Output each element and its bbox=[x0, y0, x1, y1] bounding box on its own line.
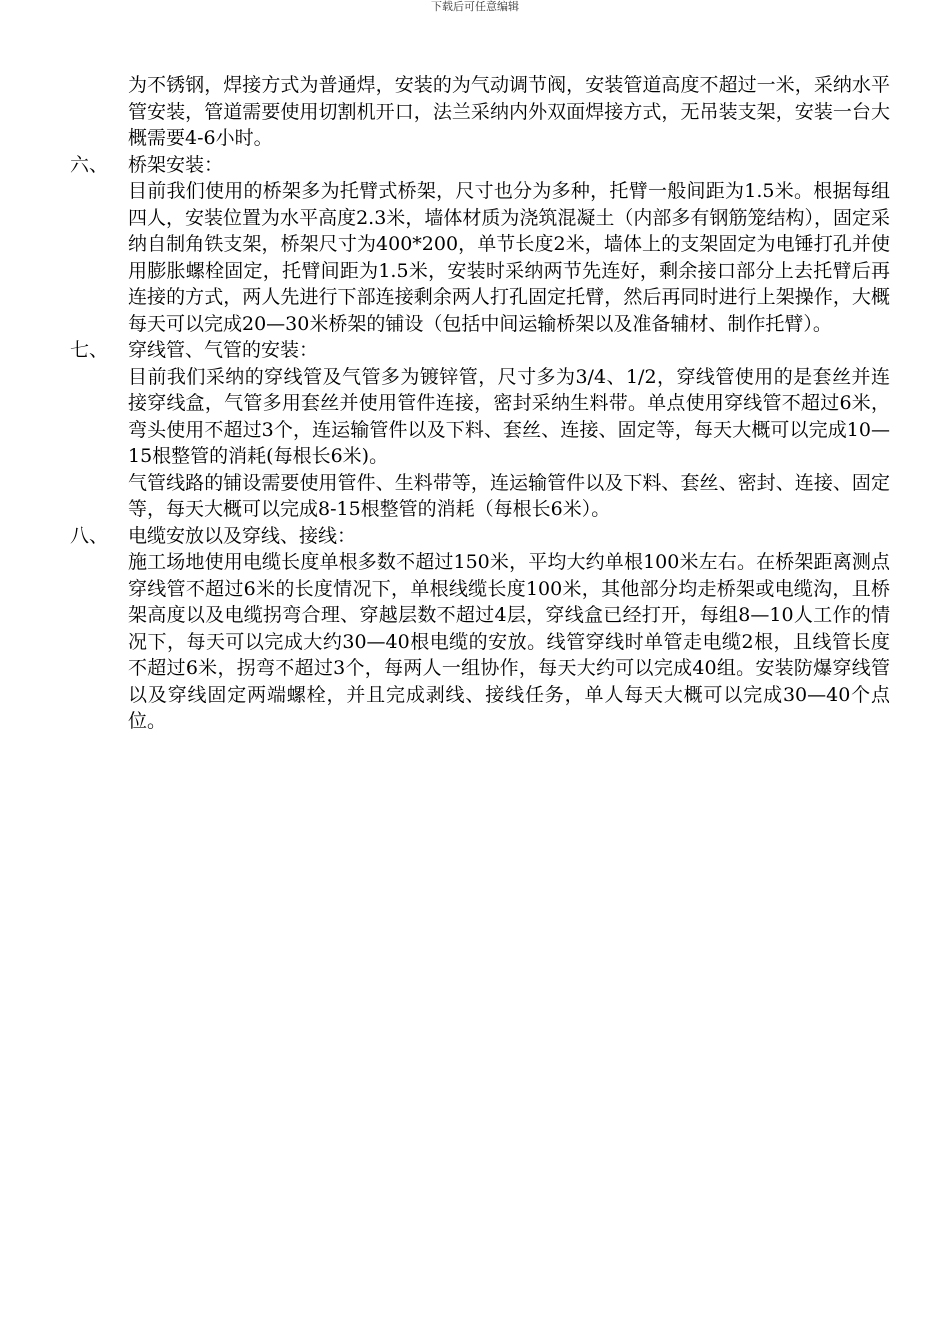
document-body bbox=[0, 72, 950, 735]
intro-paragraph: 为不锈钢，焊接方式为普通焊，安装的为气动调节阀，安装管道高度不超过一米，采纳水平管安装，管道需要使用切割机开口，法兰采纳内外双面焊接方式，无吊装支架，安装一台大概需要4-6小时。 bbox=[128, 74, 890, 149]
section-7-paragraph-2: 气管线路的铺设需要使用管件、生料带等，连运输管件以及下料、套丝、密封、连接、固定等，每天大概可以完成8-15根整管的消耗（每根长6米）。 bbox=[128, 471, 890, 520]
section-title: 桥架安装： bbox=[128, 153, 224, 176]
section-title: 穿线管、气管的安装： bbox=[128, 339, 319, 361]
section-heading-6 bbox=[0, 152, 950, 179]
page-header: 下载后可任意编辑 bbox=[431, 0, 519, 13]
section-heading-8 bbox=[0, 523, 950, 550]
section-title: 电缆安放以及穿线、接线： bbox=[128, 524, 357, 547]
section-number: 七、 bbox=[70, 339, 109, 361]
section-8-paragraph: 施工场地使用电缆长度单根多数不超过150米，平均大约单根100米左右。在桥架距离测点穿线管不超过6米的长度情况下，单根线缆长度100米，其他部分均走桥架或电缆沟，且桥架高度以及电缆拐弯合理、穿越层数不超过4层，穿线盒已经打开，每组8—10人工作的情况下，每天可以完成大约30—40根电缆的安放。线管穿线时单管走电缆2根，且线管长度不超过6米，拐弯不超过3个，每两人一组协作，每天大约可以完成40组。安装防爆穿线管以及穿线固定两端螺栓，并且完成剥线、接线任务，单人每天大概可以完成30—40个点位。 bbox=[128, 551, 890, 732]
section-number: 八、 bbox=[70, 524, 109, 547]
section-number: 六、 bbox=[70, 153, 109, 176]
section-6-paragraph: 目前我们使用的桥架多为托臂式桥架，尺寸也分为多种，托臂一般间距为1.5米。根据每组四人，安装位置为水平高度2.3米，墙体材质为浇筑混凝土（内部多有钢筋笼结构），固定采纳自制角铁支架，桥架尺寸为400*200，单节长度2米，墙体上的支架固定为电锤打孔并使用膨胀螺栓固定，托臂间距为1.5米，安装时采纳两节先连好，剩余接口部分上去托臂后再连接的方式，两人先进行下部连接剩余两人打孔固定托臂，然后再同时进行上架操作，大概每天可以完成20—30米桥架的铺设（包括中间运输桥架以及准备辅材、制作托臂）。 bbox=[128, 180, 890, 335]
section-heading-7 bbox=[0, 337, 950, 364]
section-7-paragraph-1: 目前我们采纳的穿线管及气管多为镀锌管，尺寸多为3/4、1/2，穿线管使用的是套丝并连接穿线盒，气管多用套丝并使用管件连接，密封采纳生料带。单点使用穿线管不超过6米，弯头使用不超过3个，连运输管件以及下料、套丝、连接、固定等，每天大概可以完成10—15根整管的消耗(每根长6米)。 bbox=[128, 365, 890, 467]
